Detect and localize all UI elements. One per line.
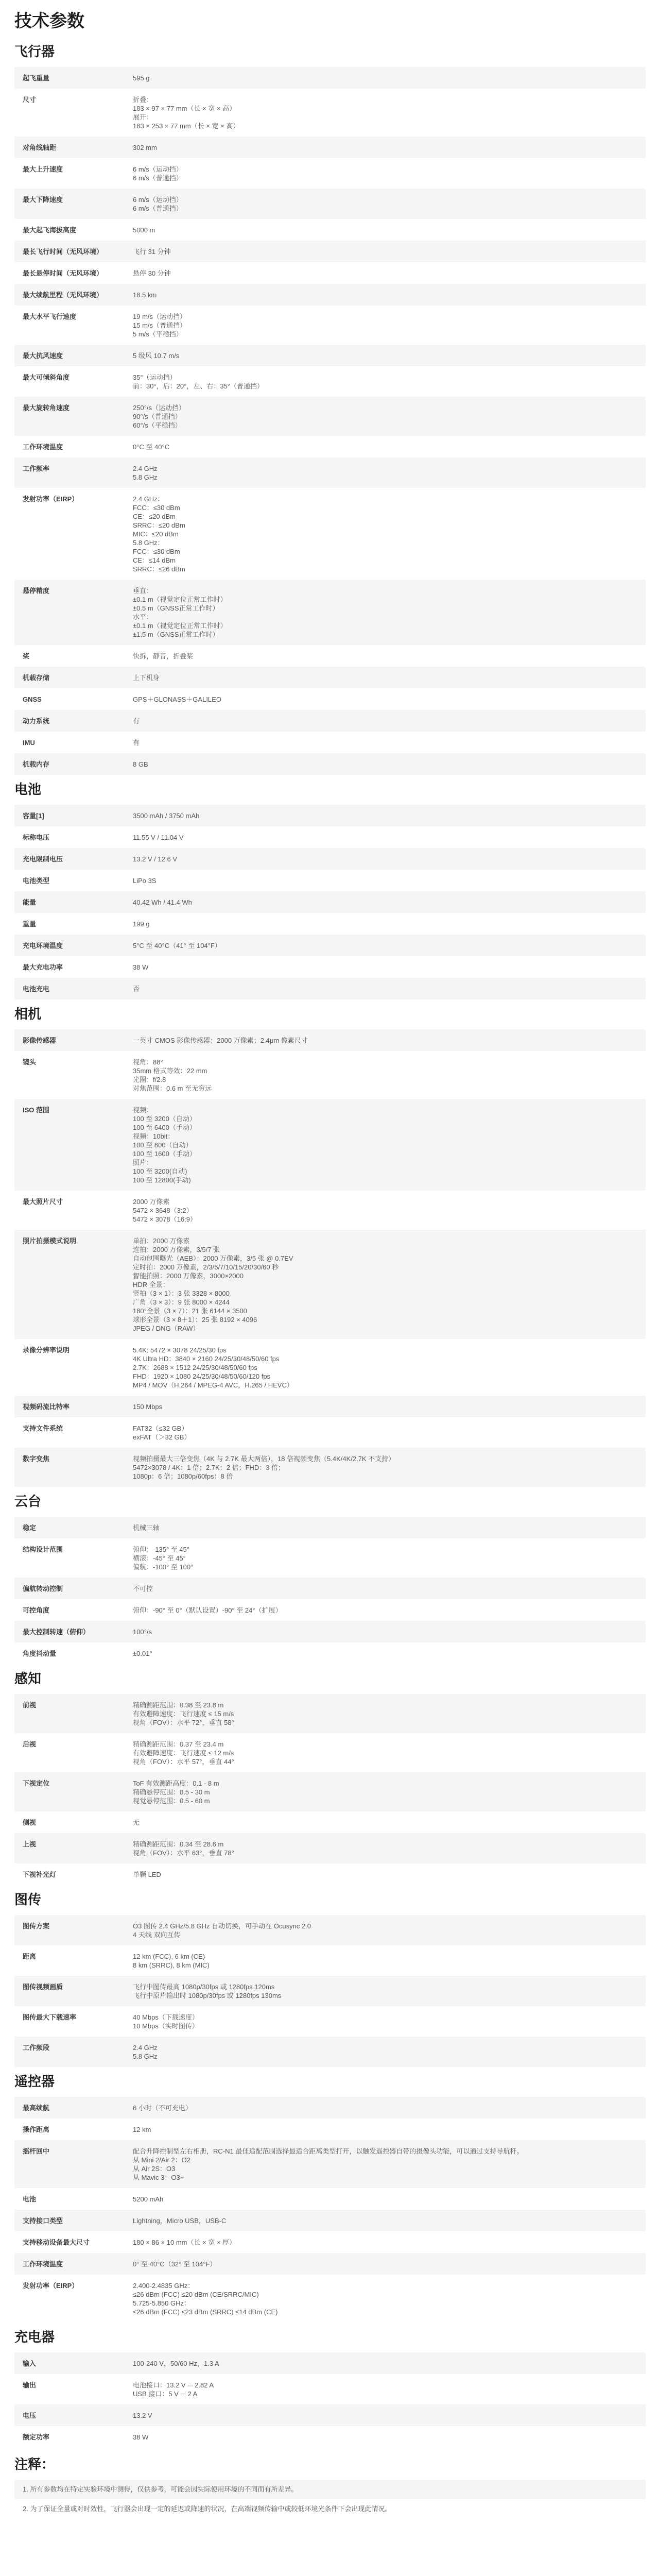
spec-value: FAT32（≤32 GB） exFAT（＞32 GB） [133,1425,191,1441]
spec-value: 250°/s（运动挡） 90°/s（普通挡） 60°/s（平稳挡） [133,404,186,429]
notes-title: 注释： [14,2456,55,2472]
spec-label: ISO 范围 [23,1106,50,1114]
spec-section [14,1669,646,1885]
spec-value: 快拆，静音，折叠桨 [133,652,194,660]
spec-row [14,1811,646,1833]
spec-row [14,2426,646,2448]
spec-label: 最大旋转角速度 [23,404,70,412]
spec-label: 额定功率 [23,2433,50,2441]
spec-label: 电池充电 [23,985,50,993]
section-title: 云台 [14,1494,42,1509]
spec-value: 5°C 至 40°C（41° 至 104°F） [133,942,221,950]
spec-row [14,67,646,89]
spec-value: 180 × 86 × 10 mm（长 × 宽 × 厚） [133,2239,236,2246]
spec-value: 100°/s [133,1628,152,1636]
spec-value: 12 km [133,2126,151,2133]
spec-value: GPS＋GLONASS＋GALILEO [133,696,221,703]
spec-label: 最高续航 [23,2104,50,2112]
spec-row [14,1863,646,1885]
spec-value: 精确测距范围：0.38 至 23.8 m 有效避障速度：飞行速度 ≤ 15 m/s 视角（FOV）：水平 72°，垂直 58° [133,1701,234,1726]
spec-table [14,67,646,775]
spec-value: 3500 mAh / 3750 mAh [133,812,200,820]
spec-label: 镜头 [23,1058,37,1066]
spec-value: ±0.01° [133,1650,152,1657]
spec-value: 电池接口：13.2 V ⎓ 2.82 A USB 接口：5 V ⎓ 2 A [133,2381,214,2398]
spec-label: 工作环境温度 [23,443,63,451]
spec-label: 最大上升速度 [23,165,63,173]
spec-table [14,2352,646,2448]
spec-label: 最长飞行时间（无风环境） [23,248,103,256]
spec-value: 5200 mAh [133,2195,164,2203]
spec-row [14,848,646,870]
spec-value: 飞行 31 分钟 [133,248,171,256]
spec-row [14,1339,646,1396]
spec-row [14,2210,646,2231]
spec-label: 支持文件系统 [23,1425,63,1432]
spec-row [14,1945,646,1976]
spec-label: 最大水平飞行速度 [23,313,77,320]
section-title: 图传 [14,1892,42,1907]
spec-label: 充电限制电压 [23,855,63,863]
spec-value: 5000 m [133,226,155,234]
spec-label: 影像传感器 [23,1037,57,1044]
spec-row [14,645,646,667]
spec-row [14,1230,646,1339]
spec-row [14,753,646,775]
spec-row [14,366,646,397]
spec-row [14,1621,646,1642]
spec-label: 最大充电功率 [23,963,63,971]
spec-table [14,1915,646,2067]
spec-row [14,2006,646,2037]
spec-value: 精确测距范围：0.37 至 23.4 m 有效避障速度：飞行速度 ≤ 12 m/s 视角（FOV）：水平 57°，垂直 44° [133,1740,234,1766]
spec-table [14,2097,646,2323]
spec-row [14,1029,646,1051]
spec-value: 俯仰：-90° 至 0°（默认设置）-90° 至 24°（扩展） [133,1606,282,1614]
section-title: 相机 [14,1006,42,1022]
spec-label: 尺寸 [23,96,37,104]
spec-label: 重量 [23,920,37,928]
spec-row [14,1517,646,1538]
spec-table [14,1694,646,1885]
spec-label: GNSS [23,696,42,703]
spec-value: 2.4 GHz 5.8 GHz [133,465,158,481]
spec-label: 最大抗风速度 [23,352,63,360]
spec-label: 操作距离 [23,2126,50,2133]
spec-label: 最大照片尺寸 [23,1198,63,1206]
spec-label: 偏航转动控制 [23,1585,63,1592]
spec-value: 精确测距范围：0.34 至 28.6 m 视角（FOV）：水平 63°，垂直 78° [133,1840,234,1857]
spec-label: 可控角度 [23,1606,50,1614]
spec-section [14,1492,646,1664]
spec-row [14,2140,646,2188]
spec-row [14,956,646,978]
spec-label: 对角线轴距 [23,144,57,151]
spec-value: 199 g [133,920,150,928]
spec-row [14,870,646,891]
spec-value: 5.4K: 5472 × 3078 24/25/30 fps 4K Ultra HD：3840 × 2160 24/25/30/48/50/60 fps 2.7K：2688 × 1512 24/25/30/48/50/60 fps FHD：1920 × 1080 24/25/30/48/50/60/120 fps MP4 / MOV（H.264 / MPEG-4 AVC，H.265 / HEVC） [133,1346,293,1389]
spec-value: 6 小时（不可充电） [133,2104,192,2112]
spec-value: 2.4 GHz 5.8 GHz [133,2044,158,2060]
spec-section [14,2072,646,2323]
spec-row [14,1976,646,2006]
spec-row [14,913,646,935]
notes-list [14,2480,646,2519]
spec-row [14,1915,646,1945]
spec-row [14,137,646,158]
spec-value: 2.400-2.4835 GHz： ≤26 dBm (FCC) ≤20 dBm (CE/SRRC/MIC) 5.725-5.850 GHz： ≤26 dBm (FCC) ≤23 dBm (SRRC) ≤14 dBm (CE) [133,2282,278,2316]
spec-value: 35°（运动挡） 前：30°，后：20°，左、右：35°（普通挡） [133,374,264,390]
spec-section [14,1005,646,1487]
spec-label: 最大起飞海拔高度 [23,226,77,234]
spec-label: 视频码流比特率 [23,1403,70,1411]
spec-value: O3 图传 2.4 GHz/5.8 GHz 自动切换，可手动在 Ocusync 2.0 4 天线 双向互传 [133,1922,311,1939]
spec-value: 40.42 Wh / 41.4 Wh [133,899,192,906]
spec-label: 录像分辨率说明 [23,1346,70,1354]
spec-value: 18.5 km [133,291,157,299]
spec-label: 下视补光灯 [23,1871,57,1878]
spec-row [14,935,646,956]
spec-value: 2000 万像素 5472 × 3648（3:2） 5472 × 3078（16:9） [133,1198,197,1223]
spec-table [14,1029,646,1487]
spec-row [14,436,646,457]
spec-value: ToF 有效测距高度：0.1 - 8 m 精确悬停范围：0.5 - 30 m 视觉悬停范围：0.5 - 60 m [133,1780,219,1805]
spec-value: 悬停 30 分钟 [133,269,171,277]
spec-row [14,89,646,137]
spec-row [14,1191,646,1230]
spec-row [14,488,646,580]
spec-label: 最大控制转速（俯仰） [23,1628,90,1636]
spec-label: 后视 [23,1740,37,1748]
spec-label: 支持接口类型 [23,2217,63,2225]
spec-value: 19 m/s（运动挡） 15 m/s（普通挡） 5 m/s（平稳挡） [133,313,187,338]
spec-row [14,241,646,262]
spec-row [14,219,646,241]
notes-section [14,2455,646,2519]
spec-value: 11.55 V / 11.04 V [133,834,184,841]
spec-value: 5 级风 10.7 m/s [133,352,180,360]
spec-row [14,2188,646,2210]
spec-row [14,284,646,306]
spec-value: 8 GB [133,760,148,768]
spec-row [14,2231,646,2253]
spec-label: 动力系统 [23,717,50,725]
spec-label: 数字变焦 [23,1455,50,1463]
spec-label: 发射功率（EIRP） [23,495,79,503]
spec-value: 单拍：2000 万像素 连拍：2000 万像素，3/5/7 张 自动包围曝光（AEB）：2000 万像素，3/5 张 @ 0.7EV 定时拍：2000 万像素，2/3/5/7/10/15/20/30/60 秒 智能拍照：2000 万像素，3000×2000 HDR 全景： 竖拍（3 × 1）：3 张 3328 × 8000 广角（3 × 3）：9 张 8000 × 4244 180°全景（3 × 7）：21 张 6144 × 3500 球形全景（3 × 8＋1）：25 张 8192 × 4096 JPEG / DNG（RAW） [133,1237,293,1332]
spec-row [14,1599,646,1621]
spec-row [14,667,646,688]
spec-value: 13.2 V [133,2412,152,2419]
spec-label: 悬停精度 [23,587,50,595]
spec-row [14,397,646,436]
section-title: 充电器 [14,2329,55,2345]
spec-row [14,688,646,710]
spec-value: 有 [133,717,140,725]
spec-row [14,2404,646,2426]
spec-label: 输出 [23,2381,37,2389]
spec-value: 飞行中图传最高 1080p/30fps 或 1280fps 120ms 飞行中原片输出时 1080p/30fps 或 1280fps 130ms [133,1983,282,1999]
spec-row [14,1448,646,1487]
spec-row [14,2097,646,2119]
spec-row [14,158,646,189]
note-item: 1. 所有参数均在特定实验环境中测得，仅供参考，可能会因实际使用环境的不同而有所差异。 [14,2480,646,2499]
spec-value: 100-240 V，50/60 Hz，1.3 A [133,2360,219,2367]
spec-value: 视频： 100 至 3200（自动） 100 至 6400（手动） 视频：10bit： 100 至 800（自动） 100 至 1600（手动） 照片： 100 至 3200(自动) 100 至 12800(手动) [133,1106,196,1184]
spec-label: 角度抖动量 [23,1650,57,1657]
spec-row [14,891,646,913]
spec-label: IMU [23,739,35,747]
spec-label: 结构设计范围 [23,1546,63,1553]
spec-row [14,1694,646,1733]
spec-label: 侧视 [23,1819,37,1826]
spec-value: 595 g [133,74,150,82]
spec-label: 图传方案 [23,1922,50,1930]
spec-value: 上下机身 [133,674,160,682]
spec-value: 配合升降控制型左右相册，RC-N1 最佳适配范围选择最适合距离类型打开，以触发遥控器自带的摄像头功能，可以通过支持导航杆。 从 Mini 2/Air 2：O2 从 Air 2S：O3 从 Mavic 3：O3+ [133,2147,524,2181]
spec-value: 不可控 [133,1585,153,1592]
spec-value: 2.4 GHz： FCC：≤30 dBm CE：≤20 dBm SRRC：≤20 dBm MIC：≤20 dBm 5.8 GHz： FCC：≤30 dBm CE：≤14 dBm SRRC：≤26 dBm [133,495,185,573]
spec-label: 照片拍摄模式说明 [23,1237,77,1245]
spec-row [14,262,646,284]
spec-row [14,1417,646,1448]
spec-value: 有 [133,739,140,747]
spec-label: 图传最大下载速率 [23,2013,77,2021]
spec-label: 能量 [23,899,37,906]
spec-row [14,1099,646,1191]
spec-value: 0°C 至 40°C [133,443,170,451]
spec-value: 折叠： 183 × 97 × 77 mm（长 × 宽 × 高） 展开： 183 × 253 × 77 mm（长 × 宽 × 高） [133,96,240,130]
section-title: 飞行器 [14,44,55,59]
spec-label: 充电环境温度 [23,942,63,950]
spec-label: 机载内存 [23,760,50,768]
spec-value: 150 Mbps [133,1403,163,1411]
spec-value: Lightning，Micro USB，USB-C [133,2217,227,2225]
spec-label: 发射功率（EIRP） [23,2282,79,2290]
spec-section [14,42,646,775]
spec-row [14,1733,646,1772]
spec-value: 否 [133,985,140,993]
spec-label: 容量[1] [23,812,44,820]
spec-label: 输入 [23,2360,37,2367]
spec-row [14,805,646,826]
spec-value: 垂直： ±0.1 m（视觉定位正常工作时） ±0.5 m（GNSS正常工作时） 水平： ±0.1 m（视觉定位正常工作时） ±1.5 m（GNSS正常工作时） [133,587,227,638]
spec-row [14,1538,646,1578]
spec-value: 38 W [133,2433,149,2441]
section-title: 电池 [14,782,42,797]
spec-row [14,826,646,848]
spec-label: 起飞重量 [23,74,50,82]
spec-label: 桨 [23,652,30,660]
section-title: 遥控器 [14,2074,55,2089]
spec-label: 电压 [23,2412,37,2419]
spec-value: 38 W [133,963,149,971]
spec-label: 电池 [23,2195,37,2203]
spec-row [14,2352,646,2374]
spec-label: 支持移动设备最大尺寸 [23,2239,90,2246]
spec-value: 6 m/s（运动挡） 6 m/s（普通挡） [133,196,183,212]
spec-row [14,1772,646,1811]
spec-label: 最大下降速度 [23,196,63,204]
spec-value: 单颗 LED [133,1871,161,1878]
spec-table [14,1517,646,1664]
spec-row [14,1396,646,1417]
page-title: 技术参数 [14,11,84,31]
spec-row [14,2037,646,2067]
spec-value: 视角：88° 35mm 格式等效：22 mm 光圈：f/2.8 对焦范围：0.6 m 至无穷远 [133,1058,212,1092]
spec-label: 最长悬停时间（无风环境） [23,269,103,277]
spec-value: LiPo 3S [133,877,157,885]
spec-label: 最大续航里程（无风环境） [23,291,103,299]
spec-row [14,1578,646,1599]
spec-table [14,805,646,999]
spec-label: 图传视频画质 [23,1983,63,1991]
spec-row [14,580,646,645]
spec-label: 机载存储 [23,674,50,682]
spec-label: 下视定位 [23,1780,50,1787]
spec-label: 距离 [23,1953,37,1960]
spec-section [14,1890,646,2067]
spec-row [14,457,646,488]
spec-label: 稳定 [23,1524,37,1532]
spec-value: 无 [133,1819,140,1826]
spec-row [14,2275,646,2323]
spec-label: 摇杆回中 [23,2147,50,2155]
spec-row [14,345,646,366]
spec-row [14,732,646,753]
spec-value: 0° 至 40°C（32° 至 104°F） [133,2260,217,2268]
spec-row [14,978,646,999]
spec-label: 工作环境温度 [23,2260,63,2268]
spec-label: 标称电压 [23,834,50,841]
spec-row [14,189,646,219]
spec-row [14,2253,646,2275]
spec-row [14,306,646,345]
spec-label: 电池类型 [23,877,50,885]
spec-value: 302 mm [133,144,157,151]
spec-row [14,710,646,732]
spec-value: 40 Mbps（下载速度） 10 Mbps（实时图传） [133,2013,199,2030]
spec-section [14,2328,646,2448]
spec-row [14,2119,646,2140]
spec-value: 6 m/s（运动挡） 6 m/s（普通挡） [133,165,183,182]
spec-value: 12 km (FCC), 6 km (CE) 8 km (SRRC), 8 km (MIC) [133,1953,210,1969]
spec-label: 上视 [23,1840,37,1848]
spec-row [14,2374,646,2404]
spec-label: 前视 [23,1701,37,1709]
spec-row [14,1642,646,1664]
spec-value: 机械三轴 [133,1524,160,1532]
spec-value: 一英寸 CMOS 影像传感器；2000 万像素；2.4μm 像素尺寸 [133,1037,308,1044]
spec-label: 最大可倾斜角度 [23,374,70,381]
spec-label: 工作频率 [23,465,50,472]
spec-sections [14,42,646,2448]
section-title: 感知 [14,1671,42,1686]
note-item: 2. 为了保证全量或对时效性，飞行器会出现一定的延迟或降速的状况，在高端视频传输中或较低环境光条件下会出现此情况。 [23,2505,392,2513]
spec-row [14,1833,646,1863]
spec-section [14,780,646,999]
spec-row [14,1051,646,1099]
spec-value: 视频拍摄最大三倍变焦（4K 与 2.7K 最大两倍），18 倍视频变焦（5.4K/4K/2.7K 不支持） 5472×3078 / 4K：1 倍；2.7K：2 倍；FHD：3 倍； 1080p：6 倍；1080p/60fps：8 倍 [133,1455,395,1480]
spec-label: 工作频段 [23,2044,50,2052]
spec-value: 13.2 V / 12.6 V [133,855,178,863]
spec-value: 俯仰：-135° 至 45° 横滚：-45° 至 45° 偏航：-100° 至 100° [133,1546,194,1571]
